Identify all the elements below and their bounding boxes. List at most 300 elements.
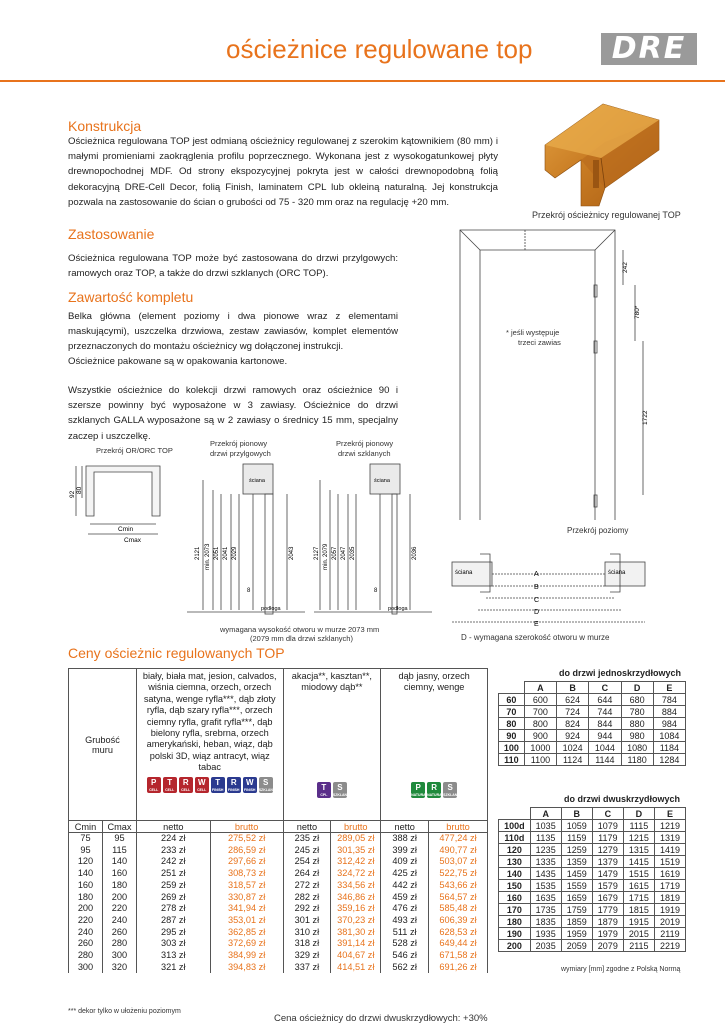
dimension-cell: 1135 xyxy=(530,832,561,844)
dimension-cell: 1579 xyxy=(592,880,623,892)
header-row xyxy=(499,808,686,820)
price-cell: 362,85 zł xyxy=(210,927,283,939)
col-brutto-1: brutto xyxy=(210,821,283,833)
hinge-note-1: * jeśli występuje xyxy=(506,328,560,337)
orc-section-caption: Przekrój OR/ORC TOP xyxy=(96,446,173,455)
price-cell: 606,39 zł xyxy=(429,915,488,927)
dimension-cell: 120 xyxy=(499,844,531,856)
table-row xyxy=(499,916,686,928)
badge-letter: R xyxy=(230,777,237,787)
dimension-cell: 1100 xyxy=(524,754,556,766)
price-cell: 300 xyxy=(69,962,103,974)
glass-caption-1: Przekrój pionowy xyxy=(336,439,394,448)
dimension-cell: 1819 xyxy=(654,892,685,904)
table-row xyxy=(499,706,686,718)
price-cell: 260 xyxy=(102,927,136,939)
table-row xyxy=(69,833,488,845)
dimension-cell: 2219 xyxy=(654,940,685,952)
dimension-cell: 200 xyxy=(499,940,531,952)
price-cell: 318 zł xyxy=(283,938,331,950)
dim-e: E xyxy=(534,621,539,628)
price-cell: 320 xyxy=(102,962,136,974)
kit-hinges-text: Wszystkie ościeżnice do kolekcji drzwi ramowych oraz ościeżnice 90 i szersze powinny być wyposażone w 3 zawiasy. Ościeżnice do drzwi szklanych GALLA wyposażone są w 2 zawiasy o średnicy 15 mm, specjalny zaczep i uszczelkę. xyxy=(68,385,398,442)
frame-profile-image xyxy=(535,100,665,208)
dimension-cell: 1319 xyxy=(654,832,685,844)
column-header: A xyxy=(524,682,556,694)
price-cell: 628,53 zł xyxy=(429,927,488,939)
col-brutto-2: brutto xyxy=(331,821,381,833)
table-row xyxy=(69,938,488,950)
dimensions-note: wymiary [mm] zgodne z Polską Normą xyxy=(561,966,681,973)
price-cell: 115 xyxy=(102,845,136,857)
price-cell: 251 zł xyxy=(136,868,210,880)
dimension-cell: 1979 xyxy=(592,928,623,940)
price-cell: 259 zł xyxy=(136,880,210,892)
price-cell: 330,87 zł xyxy=(210,892,283,904)
table-row xyxy=(499,694,686,706)
cmax-label: Cmax xyxy=(124,537,141,544)
column-header xyxy=(499,808,531,820)
badge-letter: R xyxy=(182,777,189,787)
price-cell: 240 xyxy=(102,915,136,927)
dimension-cell: 600 xyxy=(524,694,556,706)
price-cell: 528 zł xyxy=(381,938,429,950)
price-cell: 200 xyxy=(102,892,136,904)
horizontal-section-caption: Przekrój poziomy xyxy=(567,526,629,535)
dimension-cell: 90 xyxy=(499,730,525,742)
group1-cell xyxy=(136,669,283,821)
finish-badge-icon xyxy=(211,777,225,793)
dimension-cell: 110 xyxy=(499,754,525,766)
dimension-cell: 2019 xyxy=(654,916,685,928)
dimension-cell: 1159 xyxy=(561,832,592,844)
glass-dim-3: 2047 xyxy=(341,546,347,560)
price-cell: 200 xyxy=(69,903,103,915)
rebated-caption-2: drzwi przylgowych xyxy=(210,449,271,458)
price-cell: 160 xyxy=(69,880,103,892)
badge-letter: T xyxy=(321,782,327,792)
dimension-cell: 1084 xyxy=(653,730,685,742)
price-cell: 242 zł xyxy=(136,856,210,868)
price-cell: 264 zł xyxy=(283,868,331,880)
price-cell: 511 zł xyxy=(381,927,429,939)
price-cell: 275,52 zł xyxy=(210,833,283,845)
price-cell: 312,42 zł xyxy=(331,856,381,868)
badge-sub: NATURA xyxy=(427,792,442,797)
price-cell: 564,57 zł xyxy=(429,892,488,904)
dimension-cell: 150 xyxy=(499,880,531,892)
price-cell: 671,58 zł xyxy=(429,950,488,962)
badge-sub: FINISH xyxy=(243,787,256,792)
dimension-cell: 1735 xyxy=(530,904,561,916)
price-cell: 300 xyxy=(102,950,136,962)
price-cell: 260 xyxy=(69,938,103,950)
dimension-cell: 1935 xyxy=(530,928,561,940)
dimension-cell: 1715 xyxy=(623,892,654,904)
dimension-cell: 1080 xyxy=(621,742,653,754)
dimension-cell: 680 xyxy=(621,694,653,706)
price-cell: 337 zł xyxy=(283,962,331,974)
glass-floor: podłoga xyxy=(388,606,408,612)
table-row xyxy=(69,892,488,904)
price-cell: 140 xyxy=(102,856,136,868)
price-cell: 334,56 zł xyxy=(331,880,381,892)
price-cell: 245 zł xyxy=(283,845,331,857)
group3-cell xyxy=(381,669,488,821)
dimension-cell: 924 xyxy=(557,730,589,742)
dimension-cell: 784 xyxy=(653,694,685,706)
dimension-cell: 2119 xyxy=(654,928,685,940)
group2-badges xyxy=(288,782,377,798)
table-row xyxy=(499,940,686,952)
height-note-2: (2079 mm dla drzwi szklanych) xyxy=(250,634,353,643)
column-header: B xyxy=(557,682,589,694)
dimension-cell: 1759 xyxy=(561,904,592,916)
badge-sub: FINISH xyxy=(211,787,224,792)
price-cell: 292 zł xyxy=(283,903,331,915)
badge-letter: P xyxy=(151,777,157,787)
glass-dim-1: min. 2079 xyxy=(323,543,329,570)
dimension-cell: 844 xyxy=(589,718,621,730)
finish-badge-icon xyxy=(411,782,425,798)
finish-badge-icon xyxy=(179,777,193,793)
table-row xyxy=(69,950,488,962)
table-row xyxy=(69,962,488,974)
finish-badge-icon xyxy=(427,782,441,798)
glass-dim-4: 2035 xyxy=(350,546,356,560)
price-cell: 503,07 zł xyxy=(429,856,488,868)
glass-gap-8: 8 xyxy=(374,588,378,594)
dimension-cell: 1459 xyxy=(561,868,592,880)
dimension-cell: 1184 xyxy=(653,742,685,754)
construction-heading: Konstrukcja xyxy=(68,118,142,134)
horizontal-section-diagram xyxy=(450,540,650,630)
price-cell: 233 zł xyxy=(136,845,210,857)
price-cell: 140 xyxy=(69,868,103,880)
kit-heading: Zawartość kompletu xyxy=(68,289,194,305)
group2-desc: akacja**, kasztan**, miodowy dąb** xyxy=(291,671,372,693)
price-cell: 370,23 zł xyxy=(331,915,381,927)
dimension-cell: 1279 xyxy=(592,844,623,856)
glass-door-diagram xyxy=(312,460,437,620)
kit-text: Belka główna (element poziomy i dwa pionowe wraz z elementami maskującymi), uszczelka drzwiowa, zestaw zawiasów, komplet elementów przeznaczonych do montażu ościeżnicy wg dołączonej instrukcji. xyxy=(68,311,398,353)
table-row xyxy=(499,820,686,832)
dimension-cell: 1859 xyxy=(561,916,592,928)
price-cell: 404,67 zł xyxy=(331,950,381,962)
dimension-cell: 1359 xyxy=(561,856,592,868)
rebated-dim-2: 2051 xyxy=(214,546,220,560)
dim-242: 242 xyxy=(622,262,629,273)
price-cell: 562 zł xyxy=(381,962,429,974)
rebated-dim-1: min. 2073 xyxy=(205,543,211,570)
price-cell: 278 zł xyxy=(136,903,210,915)
price-cell: 442 zł xyxy=(381,880,429,892)
dimension-cell: 1059 xyxy=(561,820,592,832)
badge-letter: T xyxy=(167,777,173,787)
price-cell: 543,66 zł xyxy=(429,880,488,892)
badge-letter: S xyxy=(447,782,453,792)
orc-section-diagram xyxy=(68,458,180,548)
badge-sub: CELL xyxy=(149,787,159,792)
width-note: D - wymagana szerokość otworu w murze xyxy=(461,633,610,642)
badge-letter: S xyxy=(337,782,343,792)
orc-dim-80: 80 xyxy=(76,486,83,494)
table-row xyxy=(499,892,686,904)
frame-elevation-diagram xyxy=(455,225,655,525)
badge-letter: R xyxy=(431,782,438,792)
dimension-cell: 1179 xyxy=(592,832,623,844)
prices-heading: Ceny ościeżnic regulowanych TOP xyxy=(68,645,285,661)
table-row xyxy=(69,903,488,915)
dimension-cell: 190 xyxy=(499,928,531,940)
price-cell: 318,57 zł xyxy=(210,880,283,892)
dimension-cell: 1215 xyxy=(623,832,654,844)
price-cell: 493 zł xyxy=(381,915,429,927)
price-cell: 490,77 zł xyxy=(429,845,488,857)
badge-sub: CELL xyxy=(197,787,207,792)
col-cmax: Cmax xyxy=(102,821,136,833)
dim-780: 780* xyxy=(634,305,641,319)
finish-badge-icon xyxy=(332,782,350,798)
price-cell: 160 xyxy=(102,868,136,880)
table-row xyxy=(499,868,686,880)
badge-letter: S xyxy=(263,777,269,787)
price-cell: 522,75 zł xyxy=(429,868,488,880)
badge-sub: CELL xyxy=(165,787,175,792)
dimension-cell: 1124 xyxy=(557,754,589,766)
dimension-cell: 2059 xyxy=(561,940,592,952)
price-cell: 220 xyxy=(102,903,136,915)
table-row xyxy=(499,880,686,892)
price-cell: 649,44 zł xyxy=(429,938,488,950)
col-netto-3: netto xyxy=(381,821,429,833)
column-header: C xyxy=(589,682,621,694)
column-header: D xyxy=(621,682,653,694)
finish-badge-icon xyxy=(317,782,331,798)
orc-dim-92: 92 xyxy=(69,490,76,498)
price-cell: 95 xyxy=(69,845,103,857)
dimension-cell: 1144 xyxy=(589,754,621,766)
price-cell: 388 zł xyxy=(381,833,429,845)
rebated-dim-4: 2029 xyxy=(232,546,238,560)
column-header: E xyxy=(653,682,685,694)
badge-letter: T xyxy=(215,777,221,787)
badge-letter: P xyxy=(415,782,421,792)
dimension-cell: 1815 xyxy=(623,904,654,916)
dimension-cell: 1959 xyxy=(561,928,592,940)
glass-dim-0: 2127 xyxy=(314,546,320,560)
table-row xyxy=(69,856,488,868)
price-cell: 220 xyxy=(69,915,103,927)
dimension-cell: 1379 xyxy=(592,856,623,868)
table-row xyxy=(69,915,488,927)
dimension-cell: 1679 xyxy=(592,892,623,904)
col-netto-1: netto xyxy=(136,821,210,833)
dimension-cell: 1515 xyxy=(623,868,654,880)
rebated-dim-0: 2121 xyxy=(195,546,201,560)
dimension-cell: 1219 xyxy=(654,820,685,832)
price-cell: 240 xyxy=(69,927,103,939)
badge-sub: FINISH xyxy=(227,787,240,792)
dimension-cell: 1659 xyxy=(561,892,592,904)
table-row xyxy=(499,844,686,856)
dimension-cell: 100d xyxy=(499,820,531,832)
table-row xyxy=(499,742,686,754)
dimension-cell: 1879 xyxy=(592,916,623,928)
price-cell: 381,30 zł xyxy=(331,927,381,939)
col-cmin: Cmin xyxy=(69,821,103,833)
badge-sub: SZKLANE xyxy=(258,787,276,792)
price-cell: 269 zł xyxy=(136,892,210,904)
price-cell: 414,51 zł xyxy=(331,962,381,974)
dim-1722: 1722 xyxy=(642,410,649,425)
table-row xyxy=(499,832,686,844)
single-title: do drzwi jednoskrzydłowych xyxy=(559,668,682,678)
price-cell: 272 zł xyxy=(283,880,331,892)
price-cell: 324,72 zł xyxy=(331,868,381,880)
rebated-wall-label: ściana xyxy=(249,478,265,484)
dimension-cell: 900 xyxy=(524,730,556,742)
dimension-cell: 1559 xyxy=(561,880,592,892)
glass-caption-2: drzwi szklanych xyxy=(338,449,391,458)
table-row xyxy=(499,928,686,940)
price-cell: 301 zł xyxy=(283,915,331,927)
dimension-cell: 170 xyxy=(499,904,531,916)
dimension-cell: 130 xyxy=(499,856,531,868)
dimension-cell: 744 xyxy=(589,706,621,718)
price-cell: 394,83 zł xyxy=(210,962,283,974)
table-row xyxy=(69,868,488,880)
dim-b: B xyxy=(534,584,539,591)
dimension-cell: 624 xyxy=(557,694,589,706)
table-row xyxy=(499,856,686,868)
price-cell: 224 zł xyxy=(136,833,210,845)
column-header: A xyxy=(530,808,561,820)
dimension-cell: 1915 xyxy=(623,916,654,928)
dim-d: D xyxy=(534,609,540,616)
column-header: C xyxy=(592,808,623,820)
cmin-label: Cmin xyxy=(118,526,134,533)
dimension-cell: 1315 xyxy=(623,844,654,856)
price-table xyxy=(68,668,488,973)
price-cell: 75 xyxy=(69,833,103,845)
col-brutto-3: brutto xyxy=(429,821,488,833)
table-row xyxy=(499,904,686,916)
dimension-cell: 1284 xyxy=(653,754,685,766)
price-cell: 280 xyxy=(102,938,136,950)
price-cell: 286,59 zł xyxy=(210,845,283,857)
price-cell: 399 zł xyxy=(381,845,429,857)
brand-logo: DRE xyxy=(601,33,697,65)
price-cell: 691,26 zł xyxy=(429,962,488,974)
dim-c: C xyxy=(534,597,540,604)
rebated-caption-1: Przekrój pionowy xyxy=(210,439,268,448)
finish-badge-icon xyxy=(195,777,209,793)
rebated-floor: podłoga xyxy=(261,606,281,612)
dimension-cell: 700 xyxy=(524,706,556,718)
dimension-cell: 944 xyxy=(589,730,621,742)
price-cell: 346,86 zł xyxy=(331,892,381,904)
wall-label-left: ściana xyxy=(455,570,473,576)
price-cell: 280 xyxy=(69,950,103,962)
dimension-cell: 1535 xyxy=(530,880,561,892)
price-cell: 180 xyxy=(102,880,136,892)
finish-badge-icon xyxy=(163,777,177,793)
price-cell: 321 zł xyxy=(136,962,210,974)
column-header: E xyxy=(654,808,685,820)
price-cell: 425 zł xyxy=(381,868,429,880)
table-row xyxy=(69,845,488,857)
finish-badge-icon xyxy=(147,777,161,793)
dimension-cell: 1419 xyxy=(654,844,685,856)
table-row xyxy=(69,880,488,892)
price-cell: 287 zł xyxy=(136,915,210,927)
rebated-door-diagram xyxy=(185,460,310,620)
badge-sub: NATURA xyxy=(411,792,426,797)
dimension-cell: 1259 xyxy=(561,844,592,856)
finish-badge-icon xyxy=(227,777,241,793)
price-cell: 372,69 zł xyxy=(210,938,283,950)
dimension-cell: 70 xyxy=(499,706,525,718)
dimension-cell: 980 xyxy=(621,730,653,742)
dimension-cell: 1000 xyxy=(524,742,556,754)
glass-dim-5: 2036 xyxy=(412,546,418,560)
dimension-cell: 110d xyxy=(499,832,531,844)
price-footnote: *** dekor tylko w ułożeniu poziomym xyxy=(68,1008,181,1015)
application-text: Ościeżnica regulowana TOP może być zastosowana do drzwi przylgowych: ramowych oraz TOP, a także do drzwi szklanych (ORC TOP). xyxy=(68,253,398,280)
dimension-cell: 1779 xyxy=(592,904,623,916)
dimension-cell: 800 xyxy=(524,718,556,730)
single-door-table xyxy=(498,681,686,766)
price-cell: 289,05 zł xyxy=(331,833,381,845)
wall-label-right: ściana xyxy=(608,570,626,576)
price-cell: 409 zł xyxy=(381,856,429,868)
group1-badges xyxy=(141,777,279,793)
dimension-cell: 140 xyxy=(499,868,531,880)
double-door-note: Cena ościeżnicy do drzwi dwuskrzydłowych: +30% xyxy=(274,1013,488,1024)
dimension-cell: 824 xyxy=(557,718,589,730)
finish-badge-icon xyxy=(258,777,276,793)
dimension-cell: 1079 xyxy=(592,820,623,832)
dimension-cell: 1335 xyxy=(530,856,561,868)
badge-letter: W xyxy=(197,777,206,787)
page-title: ościeżnice regulowane top xyxy=(226,34,533,64)
price-cell: 235 zł xyxy=(283,833,331,845)
dimension-cell: 1235 xyxy=(530,844,561,856)
dimension-cell: 1044 xyxy=(589,742,621,754)
group3-badges xyxy=(385,782,483,798)
group3-desc: dąb jasny, orzech ciemny, wenge xyxy=(398,671,470,693)
price-cell: 459 zł xyxy=(381,892,429,904)
price-cell: 120 xyxy=(69,856,103,868)
dimension-cell: 780 xyxy=(621,706,653,718)
rebated-dim-3: 2041 xyxy=(223,546,229,560)
double-title: do drzwi dwuskrzydłowych xyxy=(564,794,681,804)
dimension-cell: 80 xyxy=(499,718,525,730)
rebated-gap-8: 8 xyxy=(247,588,251,594)
table-row xyxy=(499,730,686,742)
dimension-cell: 1919 xyxy=(654,904,685,916)
hinge-note-2: trzeci zawias xyxy=(518,338,561,347)
price-cell: 353,01 zł xyxy=(210,915,283,927)
table-row xyxy=(69,927,488,939)
column-header: B xyxy=(561,808,592,820)
table-row xyxy=(499,754,686,766)
header-divider xyxy=(0,80,725,82)
price-cell: 303 zł xyxy=(136,938,210,950)
badge-sub: SZKLANE xyxy=(332,792,350,797)
glass-wall-label: ściana xyxy=(374,478,390,484)
